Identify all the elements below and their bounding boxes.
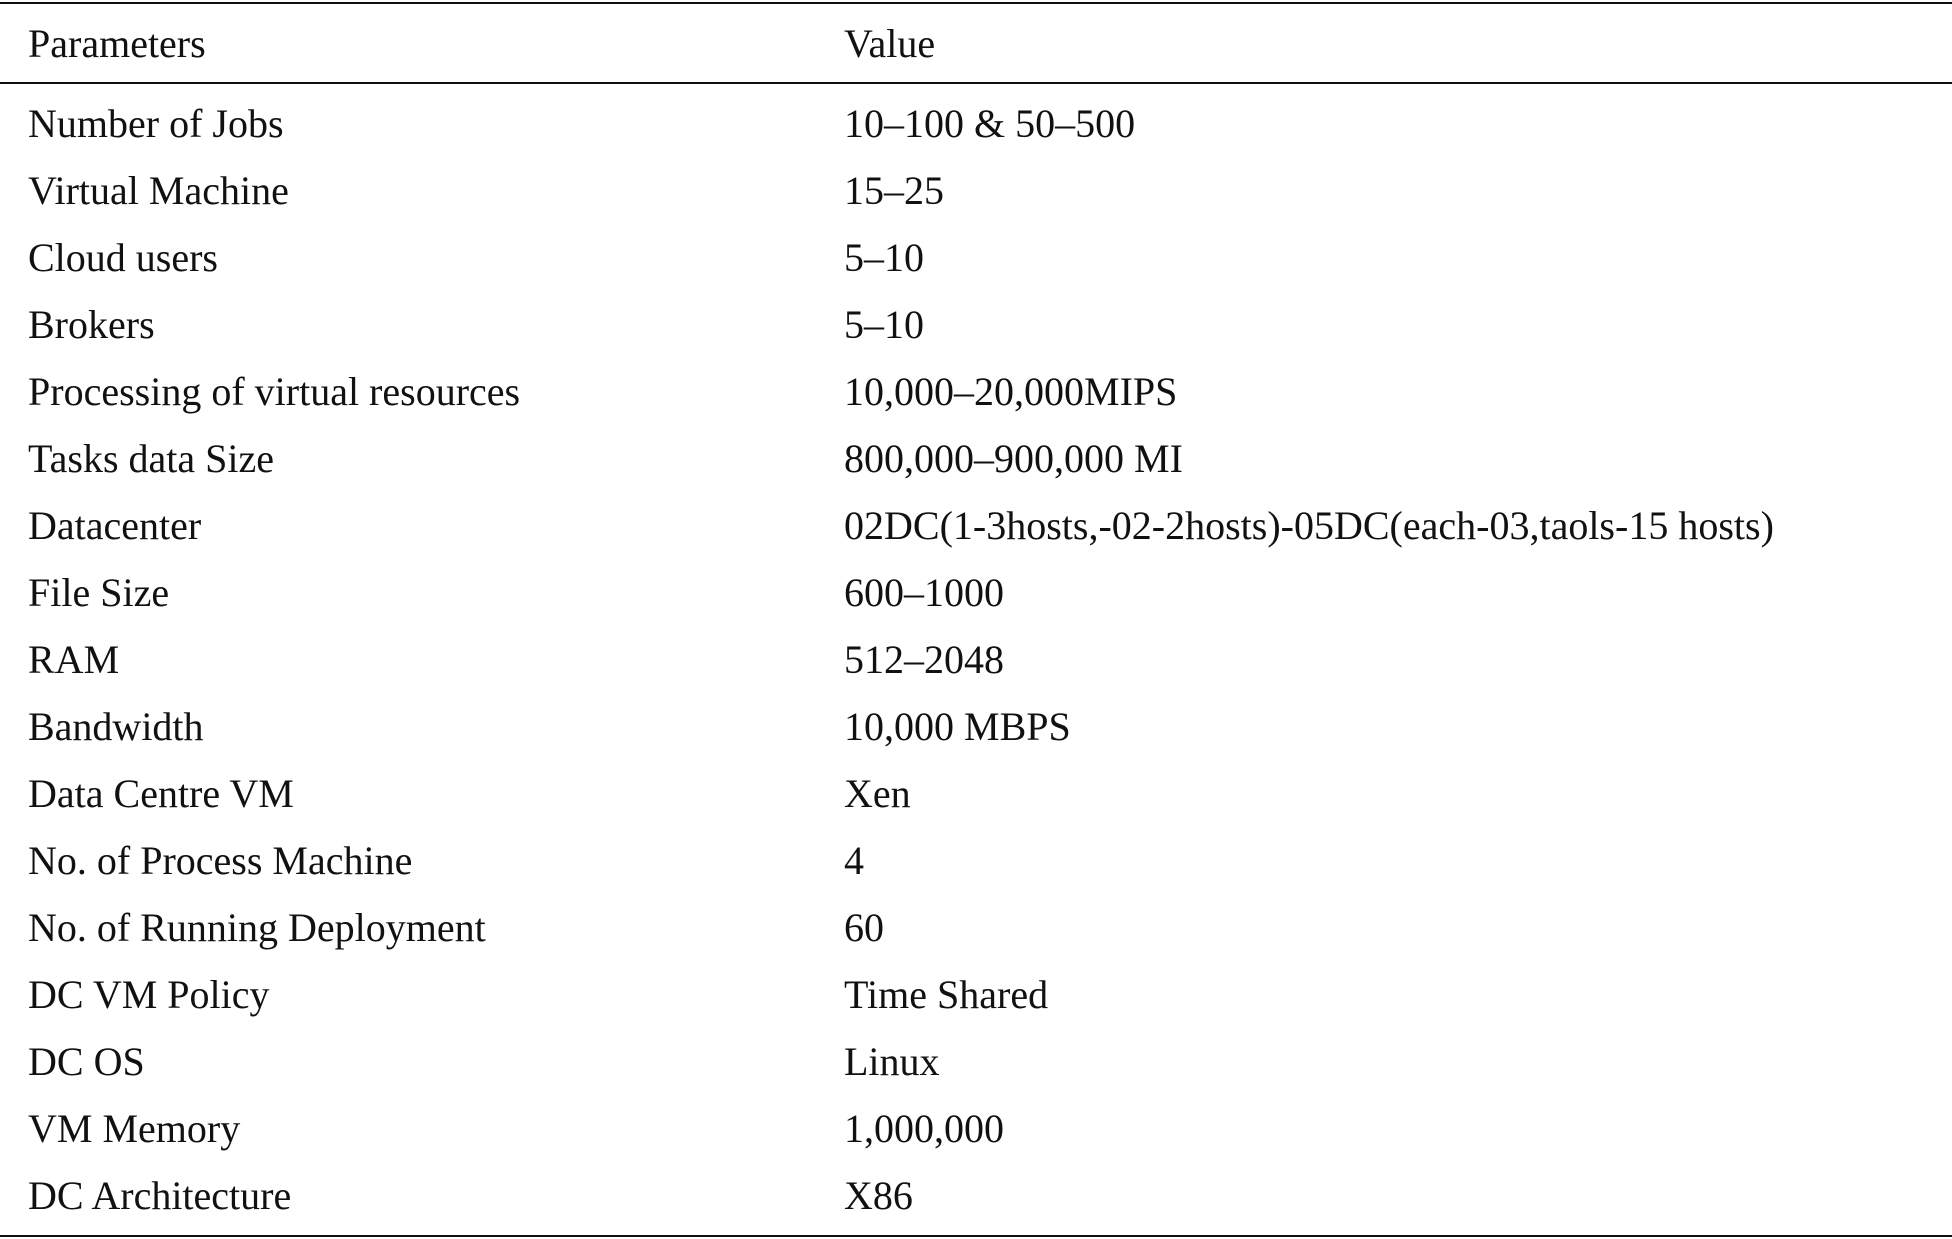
table-row <box>0 1162 1952 1229</box>
parameter-cell: Cloud users <box>28 235 218 280</box>
value-cell: 5–10 <box>844 302 924 347</box>
value-cell: 10–100 & 50–500 <box>844 101 1136 146</box>
value-cell: 5–10 <box>844 235 924 280</box>
table-row <box>0 827 1952 894</box>
parameter-cell: Tasks data Size <box>28 436 275 481</box>
parameter-cell: DC OS <box>28 1039 145 1084</box>
value-cell: Time Shared <box>844 972 1049 1017</box>
table-row <box>0 425 1952 492</box>
table-row <box>0 626 1952 693</box>
parameter-cell: RAM <box>28 637 120 682</box>
parameter-cell: Virtual Machine <box>28 168 289 213</box>
table-row <box>0 760 1952 827</box>
value-cell: 600–1000 <box>844 570 1004 615</box>
value-cell: 512–2048 <box>844 637 1004 682</box>
parameter-cell: Processing of virtual resources <box>28 369 521 414</box>
value-cell: Xen <box>844 771 911 816</box>
parameter-cell: Brokers <box>28 302 155 347</box>
table-row <box>0 1095 1952 1162</box>
parameter-cell: Datacenter <box>28 503 202 548</box>
value-cell: 10,000–20,000MIPS <box>844 369 1178 414</box>
table-row <box>0 1028 1952 1095</box>
header-parameters: Parameters <box>28 21 206 66</box>
table-row <box>0 224 1952 291</box>
table-row <box>0 492 1952 559</box>
value-cell: 10,000 MBPS <box>844 704 1071 749</box>
table-row <box>0 157 1952 224</box>
table-row <box>0 559 1952 626</box>
value-cell: 800,000–900,000 MI <box>844 436 1183 481</box>
parameter-cell: Data Centre VM <box>28 771 294 816</box>
value-cell: Linux <box>844 1039 940 1084</box>
table-bottom-rule <box>0 1235 1952 1237</box>
parameter-cell: Bandwidth <box>28 704 204 749</box>
value-cell: 4 <box>844 838 864 883</box>
parameter-cell: Number of Jobs <box>28 101 284 146</box>
parameter-cell: DC Architecture <box>28 1173 292 1218</box>
parameter-cell: No. of Process Machine <box>28 838 413 883</box>
table-row <box>0 961 1952 1028</box>
header-value: Value <box>844 21 936 66</box>
table-header-row <box>0 4 1952 82</box>
parameter-cell: DC VM Policy <box>28 972 270 1017</box>
parameter-cell: No. of Running Deployment <box>28 905 486 950</box>
parameter-cell: File Size <box>28 570 170 615</box>
parameter-cell: VM Memory <box>28 1106 241 1151</box>
table-body <box>0 90 1952 1229</box>
table-row <box>0 894 1952 961</box>
table-row <box>0 358 1952 425</box>
table-row <box>0 291 1952 358</box>
value-cell: 02DC(1-3hosts,-02-2hosts)-05DC(each-03,taols-15 hosts) <box>844 503 1774 548</box>
value-cell: X86 <box>844 1173 913 1218</box>
table-row <box>0 90 1952 157</box>
value-cell: 15–25 <box>844 168 944 213</box>
value-cell: 60 <box>844 905 884 950</box>
value-cell: 1,000,000 <box>844 1106 1004 1151</box>
table-row <box>0 693 1952 760</box>
table-header-rule <box>0 82 1952 84</box>
